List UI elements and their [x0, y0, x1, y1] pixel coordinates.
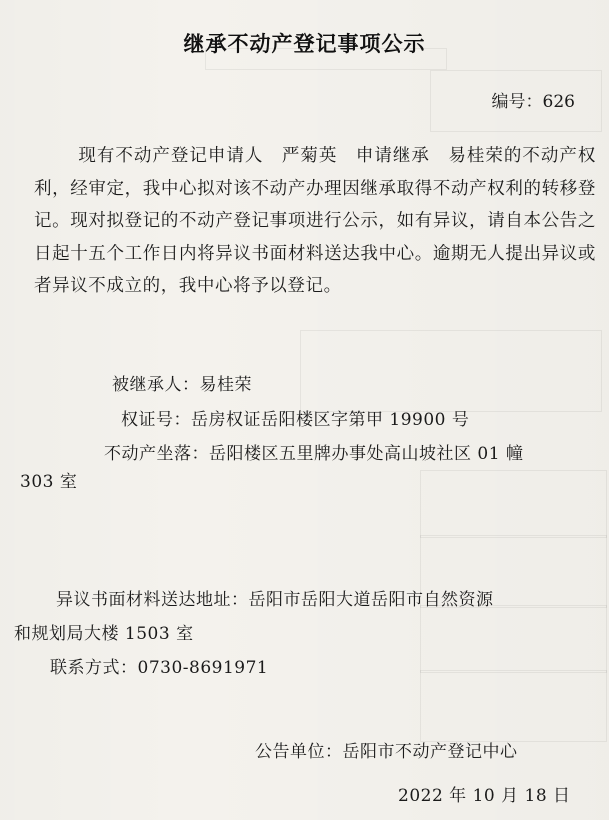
certificate-label: 权证号：	[121, 410, 191, 430]
certificate-line	[121, 405, 469, 430]
objection-address-line	[56, 585, 494, 610]
issuer-value: 岳阳市不动产登记中心	[342, 742, 518, 762]
number-label: 编号：	[491, 92, 543, 112]
notice-paragraph-text: 现有不动产登记申请人 严菊英 申请继承 易桂荣的不动产权利，经审定，我中心拟对该不动产办理因继承取得不动产权利的转移登记。现对拟登记的不动产登记事项进行公示，如有异议，请自本公告之日起十五个工作日内将异议书面材料送达我中心。逾期无人提出异议或者异议不成立的，我中心将予以登记。	[34, 146, 596, 296]
contact-line	[50, 653, 268, 678]
show-through-artifact	[420, 535, 607, 538]
show-through-artifact	[300, 330, 602, 412]
location-line	[104, 439, 523, 464]
number-value: 626	[542, 92, 575, 112]
location-label: 不动产坐落：	[104, 444, 209, 464]
issuer-line	[255, 737, 518, 762]
contact-label: 联系方式：	[50, 658, 138, 678]
certificate-value: 岳房权证岳阳楼区字第甲 19900 号	[191, 410, 470, 430]
notice-paragraph	[34, 140, 596, 303]
location-line-2	[20, 467, 77, 492]
contact-value: 0730-8691971	[137, 658, 269, 678]
objection-address-line-2	[14, 619, 194, 644]
decedent-label: 被继承人：	[112, 375, 200, 395]
document-number	[492, 87, 575, 112]
issue-date: 2022 年 10 月 18 日	[398, 786, 571, 806]
page-title: 继承不动产登记事项公示	[183, 32, 426, 56]
objection-address-label: 异议书面材料送达地址：	[56, 590, 249, 610]
show-through-artifact	[420, 670, 607, 673]
location-value-line1: 岳阳楼区五里牌办事处高山坡社区 01 幢	[209, 444, 524, 464]
location-value-line2: 303 室	[20, 472, 78, 492]
issuer-label: 公告单位：	[255, 742, 343, 762]
decedent-line	[112, 370, 252, 395]
decedent-value: 易桂荣	[199, 375, 252, 395]
objection-address-value-line2: 和规划局大楼 1503 室	[14, 624, 194, 644]
objection-address-value-line1: 岳阳市岳阳大道岳阳市自然资源	[248, 590, 494, 610]
